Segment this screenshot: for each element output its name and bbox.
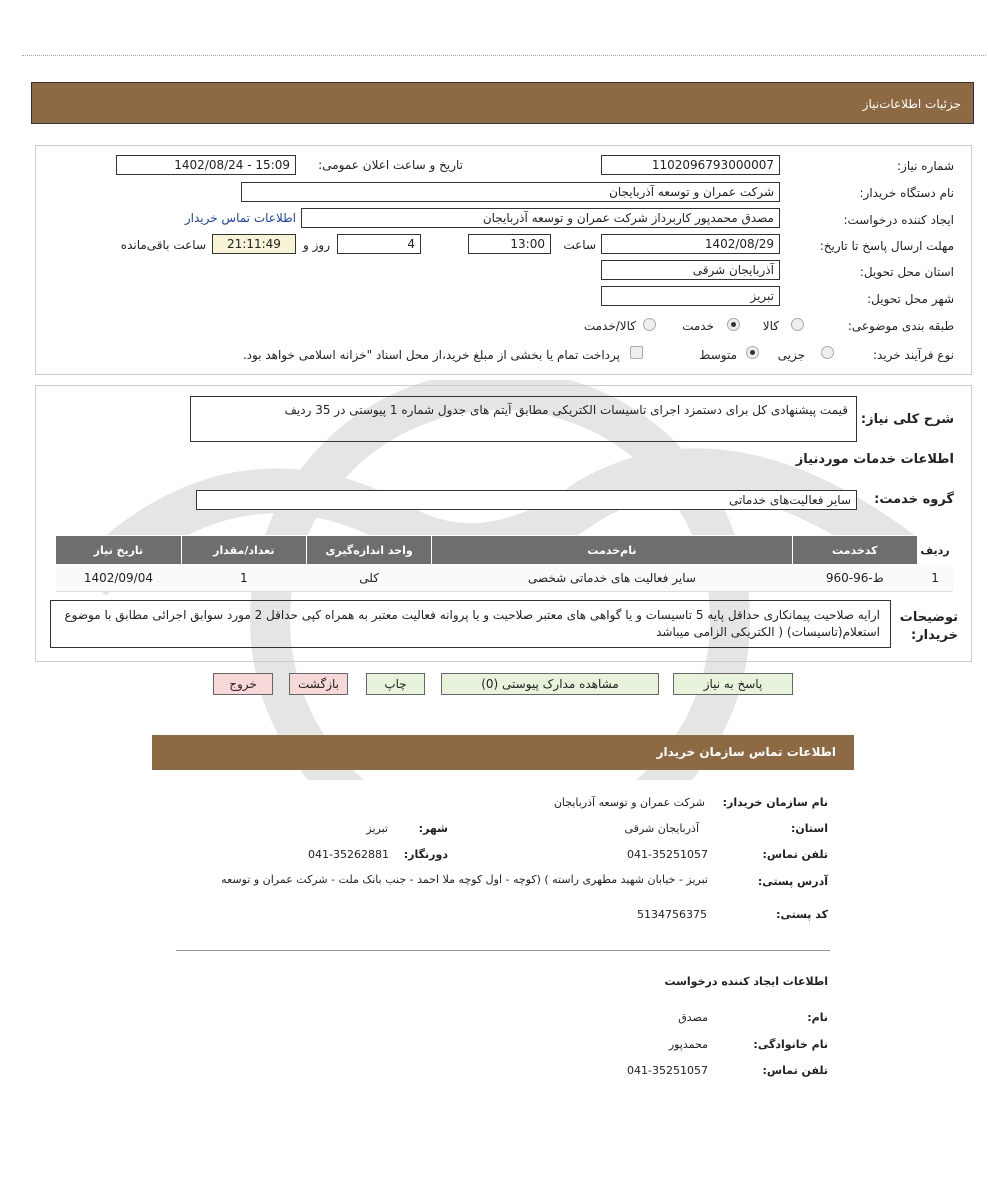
print-button[interactable]: چاپ xyxy=(366,673,425,695)
creator-family-label: نام خانوادگی: xyxy=(753,1038,828,1051)
deadline-time-field: 13:00 xyxy=(468,234,551,254)
services-heading: اطلاعات خدمات موردنیاز xyxy=(795,452,954,467)
col-row-number: ردیف xyxy=(918,536,953,565)
creator-name-label: نام: xyxy=(807,1011,828,1024)
col-service-name: نام‌خدمت xyxy=(432,536,792,565)
need-number-field: 1102096793000007 xyxy=(601,155,780,175)
contact-fax-value: 041-35262881 xyxy=(308,848,389,861)
creator-phone-label: تلفن تماس: xyxy=(762,1064,828,1077)
creator-phone-value: 041-35251057 xyxy=(627,1064,708,1077)
creator-name-value: مصدق xyxy=(678,1011,708,1024)
deadline-time-label: ساعت xyxy=(563,238,596,252)
cell-unit: کلی xyxy=(306,565,432,592)
contact-address-value: تبریز - خیابان شهید مطهری راسته ) (کوچه - اول کوچه ملا احمد - جنب بانک ملت - شرکت عمران و توسعه xyxy=(221,873,708,886)
summary-label: شرح کلی نیاز: xyxy=(860,412,954,427)
process-minor-label: جزیی xyxy=(777,348,805,362)
cell-row-number: 1 xyxy=(918,565,953,592)
section-divider xyxy=(176,950,830,951)
contact-title: اطلاعات تماس سازمان خریدار xyxy=(656,745,836,759)
buyer-org-label: نام دستگاه خریدار: xyxy=(859,186,954,200)
cell-service-name: سایر فعالیت های خدماتی شخصی xyxy=(432,565,792,592)
service-group-field: سایر فعالیت‌های خدماتی xyxy=(196,490,857,510)
need-info-panel xyxy=(35,145,972,375)
service-group-label: گروه خدمت: xyxy=(874,492,954,507)
contact-city-value: تبریز xyxy=(366,822,388,835)
buyer-notes-label: توضیحات خریدار: xyxy=(899,610,958,643)
cell-need-date: 1402/09/04 xyxy=(56,565,182,592)
process-medium-label: متوسط xyxy=(699,348,737,362)
cell-quantity: 1 xyxy=(181,565,306,592)
category-service-radio[interactable] xyxy=(727,318,740,331)
contact-header xyxy=(152,735,854,770)
top-divider xyxy=(22,55,986,56)
category-service-label: خدمت xyxy=(682,319,714,333)
back-button[interactable]: بازگشت xyxy=(289,673,348,695)
services-table xyxy=(55,535,953,592)
contact-org-value: شرکت عمران و توسعه آذربایجان xyxy=(553,796,705,809)
exit-button[interactable]: خروج xyxy=(213,673,273,695)
treasury-payment-note: پرداخت تمام یا بخشی از مبلغ خرید،از محل اسناد "خزانه اسلامی خواهد بود. xyxy=(242,348,620,362)
deadline-date-field: 1402/08/29 xyxy=(601,234,780,254)
contact-postal-label: کد پستی: xyxy=(776,908,828,921)
page-header xyxy=(31,82,974,124)
col-need-date: تاریخ نیاز xyxy=(56,536,182,565)
category-both-label: کالا/خدمت xyxy=(583,319,636,333)
contact-postal-value: 5134756375 xyxy=(637,908,707,921)
page-title: جزئیات اطلاعات‌نیاز xyxy=(862,97,961,111)
contact-phone-label: تلفن تماس: xyxy=(762,848,828,861)
process-label: نوع فرآیند خرید: xyxy=(873,348,954,362)
creator-title: اطلاعات ایجاد کننده درخواست xyxy=(664,975,828,988)
contact-address-label: آدرس پستی: xyxy=(757,875,828,888)
table-row xyxy=(56,565,953,592)
announce-date-field: 1402/08/24 - 15:09 xyxy=(116,155,296,175)
contact-org-label: نام سازمان خریدار: xyxy=(722,796,828,809)
attachments-button[interactable]: مشاهده مدارک پیوستی (0) xyxy=(441,673,659,695)
process-minor-radio[interactable] xyxy=(821,346,834,359)
buyer-org-field: شرکت عمران و توسعه آذربایجان xyxy=(241,182,780,202)
city-field: تبریز xyxy=(601,286,780,306)
contact-phone-value: 041-35251057 xyxy=(627,848,708,861)
city-label: شهر محل تحویل: xyxy=(867,292,954,306)
contact-province-value: آذربایجان شرقی xyxy=(624,822,699,835)
col-service-code: کدخدمت xyxy=(792,536,918,565)
contact-city-label: شهر: xyxy=(418,822,448,835)
category-label: طبقه بندی موضوعی: xyxy=(847,319,954,333)
reply-button[interactable]: پاسخ به نیاز xyxy=(673,673,793,695)
province-field: آذربایجان شرقی xyxy=(601,260,780,280)
requester-field: مصدق محمدپور کاربرداز شرکت عمران و توسعه آذربایجان xyxy=(301,208,780,228)
remaining-time-field: 21:11:49 xyxy=(212,234,296,254)
need-number-label: شماره نیاز: xyxy=(897,159,954,173)
treasury-payment-checkbox[interactable] xyxy=(630,346,643,359)
cell-service-code: ط-96-960 xyxy=(792,565,918,592)
remaining-label: ساعت باقی‌مانده xyxy=(120,238,206,252)
buyer-contact-link[interactable]: اطلاعات تماس خریدار xyxy=(184,211,296,225)
category-both-radio[interactable] xyxy=(643,318,656,331)
col-unit: واحد اندازه‌گیری xyxy=(306,536,432,565)
contact-province-label: استان: xyxy=(791,822,828,835)
province-label: استان محل تحویل: xyxy=(859,265,954,279)
category-goods-label: کالا xyxy=(762,319,779,333)
process-medium-radio[interactable] xyxy=(746,346,759,359)
contact-fax-label: دورنگار: xyxy=(403,848,448,861)
col-quantity: تعداد/مقدار xyxy=(181,536,306,565)
days-label: روز و xyxy=(303,238,330,252)
days-field: 4 xyxy=(337,234,421,254)
summary-field: قیمت پیشنهادی کل برای دستمزد اجرای تاسیسات الکتریکی مطابق آیتم های جدول شماره 1 پیوستی در 35 ردیف xyxy=(190,396,857,442)
category-goods-radio[interactable] xyxy=(791,318,804,331)
buyer-notes-field: ارایه صلاحیت پیمانکاری حداقل پایه 5 تاسیسات و یا گواهی های معتبر صلاحیت و یا پروانه فعالیت معتبر به همراه کپی حداقل 2 مورد سوابق اجرائی مطابق با موضوع استعلام(تاسیسات) ( الکتریکی الزامی میباشد xyxy=(50,600,891,648)
table-header-row xyxy=(56,536,953,565)
requester-label: ایجاد کننده درخواست: xyxy=(843,213,954,227)
announce-label: تاریخ و ساعت اعلان عمومی: xyxy=(318,158,463,172)
deadline-label: مهلت ارسال پاسخ تا تاریخ: xyxy=(819,239,954,253)
creator-family-value: محمدپور xyxy=(668,1038,708,1051)
